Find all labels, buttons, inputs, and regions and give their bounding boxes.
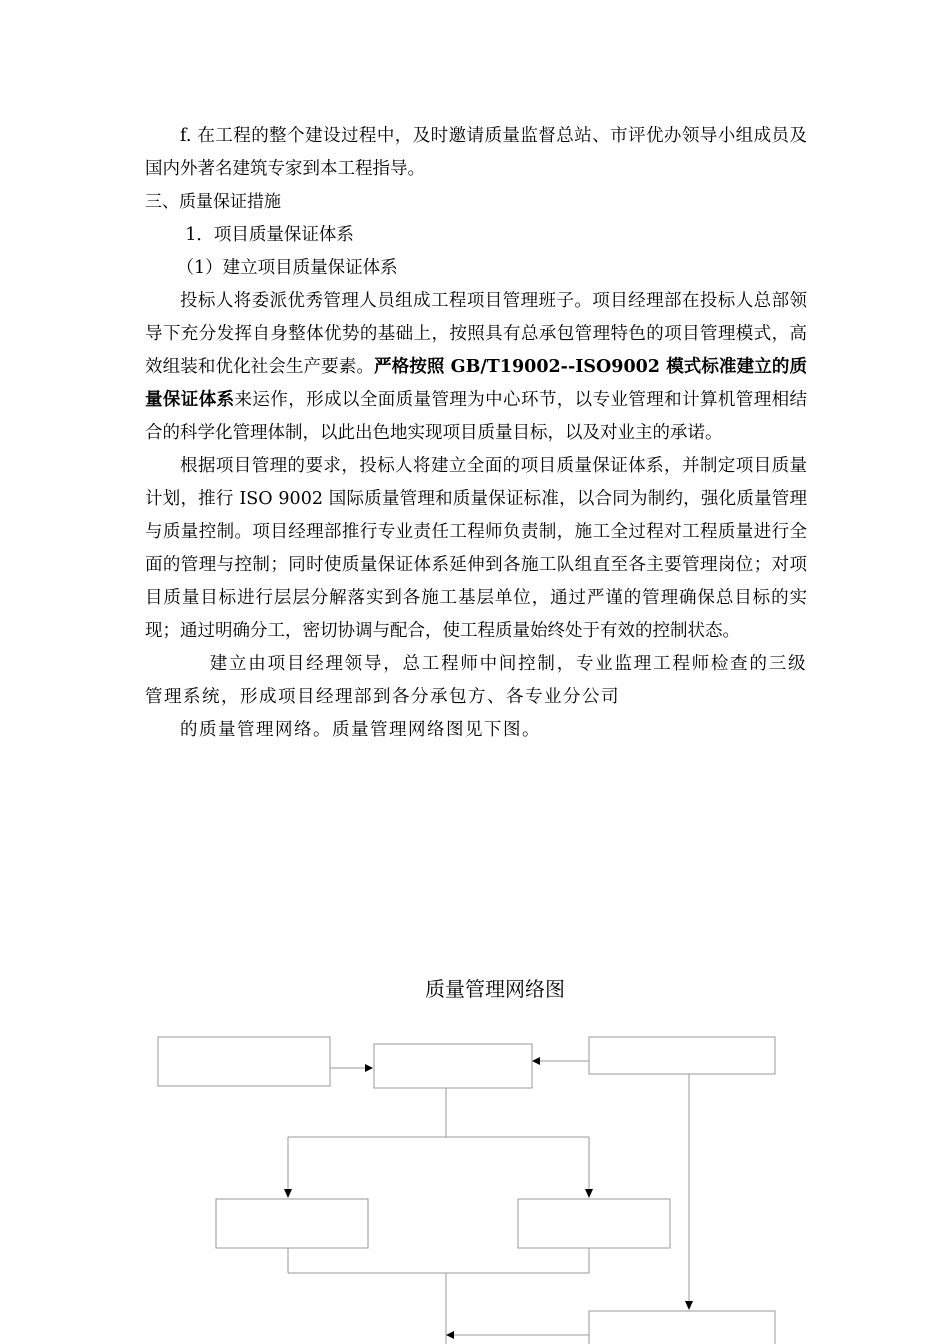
paragraph-quality-plan: 根据项目管理的要求，投标人将建立全面的项目质量保证体系，并制定项目质量计划，推行 ISO 9002 国际质量管理和质量保证标准，以合同为制约，强化质量管理与质量控制。项目经理部推行专业责任工程师负责制，施工全过程对工程质量进行全面的管理与控制；同时使质量保证体系延伸到各施工队组直至各主要管理岗位；对项目质量目标进行层层分解落实到各施工基层单位，通过严谨的管理确保总目标的实现；通过明确分工，密切协调与配合，使工程质量始终处于有效的控制状态。 xyxy=(145,456,807,641)
diagram-box-mid-left xyxy=(216,1199,368,1248)
diagram-box-top-right xyxy=(589,1037,775,1074)
diagram-box-top-left xyxy=(158,1037,330,1086)
network-diagram-title: 质量管理网络图 xyxy=(425,977,565,1001)
subheading-quality-system: 1．项目质量保证体系 xyxy=(185,225,354,245)
paragraph-management-team-part2: 来运作，形成以全面质量管理为中心环节，以专业管理和计算机管理相结合的科学化管理体制，以此出色地实现项目质量目标，以及对业主的承诺。 xyxy=(145,390,807,443)
paragraph-network-intro: 的质量管理网络。质量管理网络图见下图。 xyxy=(180,720,541,740)
paragraph-three-level-system: 建立由项目经理领导，总工程师中间控制，专业监理工程师检查的三级管理系统，形成项目经理部到各分承包方、各专业分公司 xyxy=(145,654,807,707)
subheading-establish-system: （1）建立项目质量保证体系 xyxy=(176,258,398,278)
arrowhead-left-bottom xyxy=(446,1331,454,1339)
arrowhead-right xyxy=(365,1064,373,1072)
section-heading-quality-measures: 三、质量保证措施 xyxy=(145,192,281,212)
diagram-box-mid-right xyxy=(518,1199,670,1248)
diagram-box-top-center xyxy=(374,1044,532,1088)
paragraph-f: f. 在工程的整个建设过程中，及时邀请质量监督总站、市评优办领导小组成员及国内外著名建筑专家到本工程指导。 xyxy=(145,126,807,179)
arrowhead-left xyxy=(532,1057,540,1065)
arrowhead-down-right xyxy=(585,1189,593,1198)
arrowhead-down-left xyxy=(284,1189,292,1198)
paragraph-management-team-bold: 严格按照 GB/T19002--ISO9002 模式标准建立的质量保证体系 xyxy=(145,357,807,410)
arrowhead-down-bottom-right xyxy=(685,1301,693,1310)
diagram-box-bottom-right xyxy=(589,1311,775,1344)
paragraph-management-team-part1: 投标人将委派优秀管理人员组成工程项目管理班子。项目经理部在投标人总部领导下充分发挥自身整体优势的基础上，按照具有总承包管理特色的项目管理模式，高效组装和优化社会生产要素。 xyxy=(145,291,807,377)
